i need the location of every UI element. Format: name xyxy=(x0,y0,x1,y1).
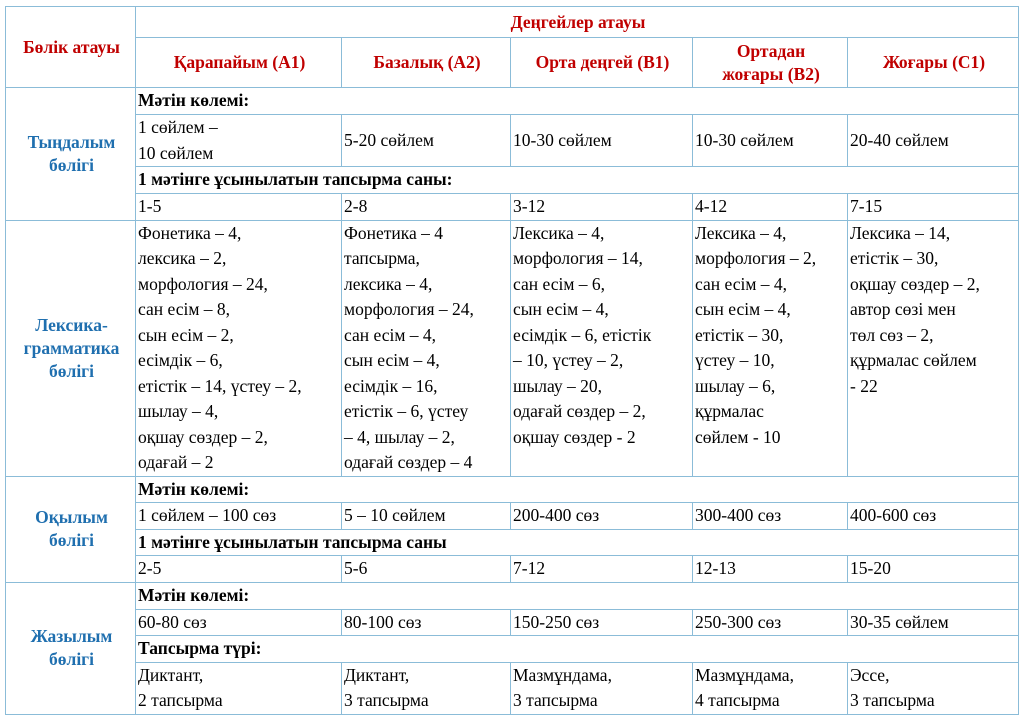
reading-volume-a1: 1 сөйлем – 100 сөз xyxy=(136,503,342,530)
writing-volume-label: Мәтін көлемі: xyxy=(136,583,1019,610)
reading-volume-b2: 300-400 сөз xyxy=(693,503,848,530)
reading-volume-c1: 400-600 сөз xyxy=(848,503,1019,530)
grammar-a2: Фонетика – 4 тапсырма, лексика – 4, морфология – 24, сан есім – 4, сын есім – 4, есімдік – 16, етістік – 6, үстеу – 4, шылау – 2, одағай сөздер – 4 xyxy=(342,220,511,476)
level-a1-header: Қарапайым (А1) xyxy=(136,38,342,88)
reading-volume-a2: 5 – 10 сөйлем xyxy=(342,503,511,530)
section-reading: Оқылым бөлігі xyxy=(6,476,136,583)
level-b2-header: Ортадан жоғары (В2) xyxy=(693,38,848,88)
listening-volume-c1: 20-40 сөйлем xyxy=(848,115,1019,167)
writing-type-b1: Мазмұндама, 3 тапсырма xyxy=(511,662,693,714)
listening-volume-label: Мәтін көлемі: xyxy=(136,88,1019,115)
listening-volume-b1: 10-30 сөйлем xyxy=(511,115,693,167)
level-b1-header: Орта деңгей (В1) xyxy=(511,38,693,88)
listening-tasks-a2: 2-8 xyxy=(342,194,511,221)
listening-volume-a2: 5-20 сөйлем xyxy=(342,115,511,167)
reading-volume-b1: 200-400 сөз xyxy=(511,503,693,530)
listening-volume-b2: 10-30 сөйлем xyxy=(693,115,848,167)
listening-tasks-b1: 3-12 xyxy=(511,194,693,221)
writing-volume-a1: 60-80 сөз xyxy=(136,609,342,636)
writing-volume-a2: 80-100 сөз xyxy=(342,609,511,636)
reading-tasks-b2: 12-13 xyxy=(693,556,848,583)
writing-type-b2: Мазмұндама, 4 тапсырма xyxy=(693,662,848,714)
grammar-b1: Лексика – 4, морфология – 14, сан есім – 6, сын есім – 4, есімдік – 6, етістік – 10, үстеу – 2, шылау – 20, одағай сөздер – 2, оқшау сөздер - 2 xyxy=(511,220,693,476)
listening-tasks-a1: 1-5 xyxy=(136,194,342,221)
listening-volume-a1: 1 сөйлем – 10 сөйлем xyxy=(136,115,342,167)
level-a2-header: Базалық (А2) xyxy=(342,38,511,88)
section-listening: Тыңдалым бөлігі xyxy=(6,88,136,221)
reading-tasks-b1: 7-12 xyxy=(511,556,693,583)
listening-tasks-label: 1 мәтінге ұсынылатын тапсырма саны: xyxy=(136,167,1019,194)
writing-volume-b1: 150-250 сөз xyxy=(511,609,693,636)
writing-volume-c1: 30-35 сөйлем xyxy=(848,609,1019,636)
section-writing: Жазылым бөлігі xyxy=(6,583,136,715)
writing-type-c1: Эссе, 3 тапсырма xyxy=(848,662,1019,714)
listening-tasks-c1: 7-15 xyxy=(848,194,1019,221)
writing-type-a1: Диктант, 2 тапсырма xyxy=(136,662,342,714)
section-lexical-grammar: Лексика- грамматика бөлігі xyxy=(6,220,136,476)
reading-tasks-c1: 15-20 xyxy=(848,556,1019,583)
reading-tasks-label: 1 мәтінге ұсынылатын тапсырма саны xyxy=(136,529,1019,556)
writing-type-a2: Диктант, 3 тапсырма xyxy=(342,662,511,714)
grammar-a1: Фонетика – 4, лексика – 2, морфология – 24, сан есім – 8, сын есім – 2, есімдік – 6, етістік – 14, үстеу – 2, шылау – 4, оқшау сөздер – 2, одағай – 2 xyxy=(136,220,342,476)
levels-title: Деңгейлер атауы xyxy=(136,7,1019,38)
listening-tasks-b2: 4-12 xyxy=(693,194,848,221)
writing-type-label: Тапсырма түрі: xyxy=(136,636,1019,663)
grammar-b2: Лексика – 4, морфология – 2, сан есім – 4, сын есім – 4, етістік – 30, үстеу – 10, шылау – 6, құрмалас сөйлем - 10 xyxy=(693,220,848,476)
writing-volume-b2: 250-300 сөз xyxy=(693,609,848,636)
levels-table xyxy=(5,6,1019,715)
section-column-header: Бөлік атауы xyxy=(6,7,136,88)
level-c1-header: Жоғары (С1) xyxy=(848,38,1019,88)
grammar-c1: Лексика – 14, етістік – 30, оқшау сөздер – 2, автор сөзі мен төл сөз – 2, құрмалас сөйлем - 22 xyxy=(848,220,1019,476)
reading-tasks-a2: 5-6 xyxy=(342,556,511,583)
reading-tasks-a1: 2-5 xyxy=(136,556,342,583)
reading-volume-label: Мәтін көлемі: xyxy=(136,476,1019,503)
